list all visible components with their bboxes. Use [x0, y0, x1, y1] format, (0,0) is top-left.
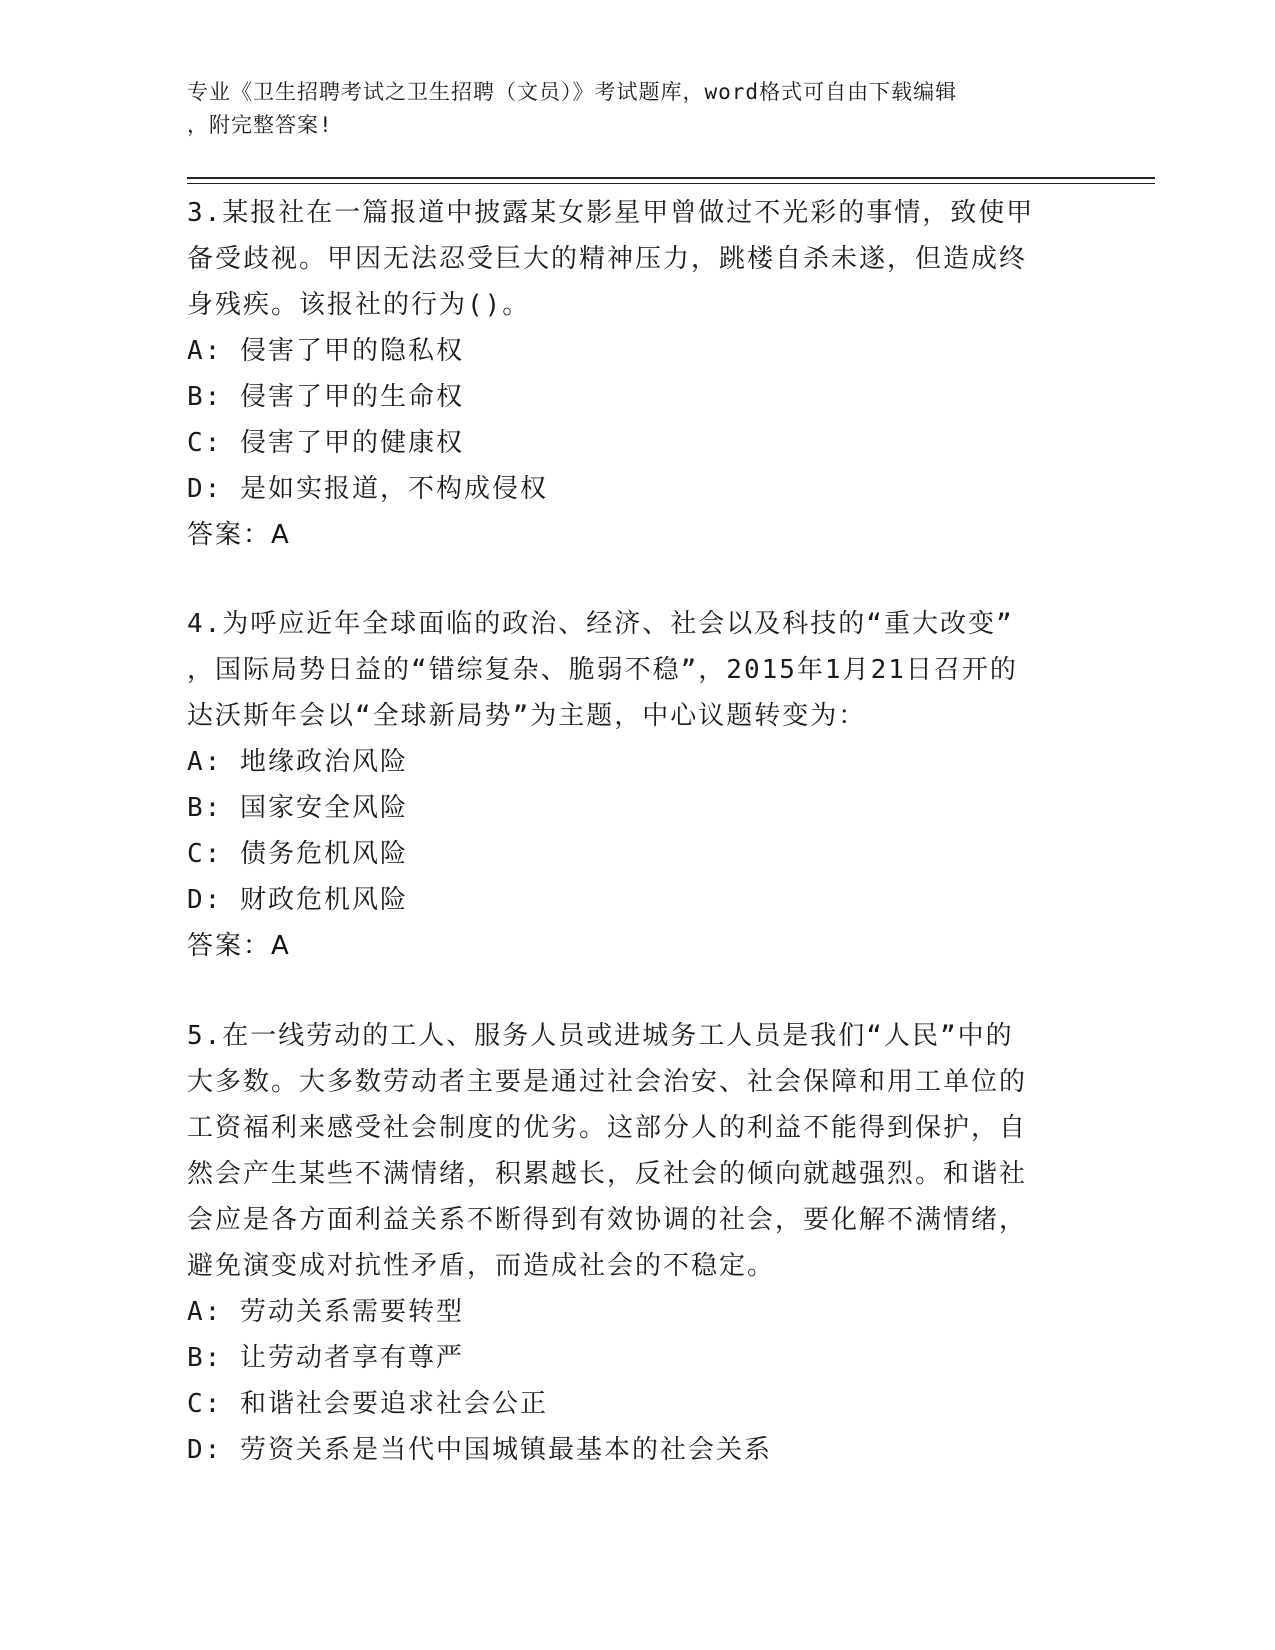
question-stem-line: 工资福利来感受社会制度的优劣。这部分人的利益不能得到保护，自	[187, 1113, 1028, 1143]
header-line-1: 专业《卫生招聘考试之卫生招聘（文员）》考试题库，word格式可自由下载编辑	[187, 80, 958, 104]
option-c: C: 债务危机风险	[187, 839, 408, 869]
document-header	[187, 76, 1067, 142]
answer: 答案：A	[187, 931, 291, 961]
question-3	[187, 190, 1087, 558]
option-c: C: 侵害了甲的健康权	[187, 428, 464, 458]
option-a: A: 侵害了甲的隐私权	[187, 336, 464, 366]
option-d: D: 是如实报道，不构成侵权	[187, 474, 548, 504]
question-stem-line: 备受歧视。甲因无法忍受巨大的精神压力，跳楼自杀未遂，但造成终	[187, 244, 1028, 274]
question-5	[187, 1013, 1087, 1473]
question-4	[187, 601, 1087, 969]
option-c: C: 和谐社会要追求社会公正	[187, 1389, 548, 1419]
question-stem-line: 5.在一线劳动的工人、服务人员或进城务工人员是我们“人民”中的	[187, 1021, 1014, 1051]
option-d: D: 财政危机风险	[187, 885, 408, 915]
option-d: D: 劳资关系是当代中国城镇最基本的社会关系	[187, 1435, 772, 1465]
question-stem-line: ，国际局势日益的“错综复杂、脆弱不稳”，2015年1月21日召开的	[187, 655, 1018, 685]
option-a: A: 地缘政治风险	[187, 747, 408, 777]
question-stem-line: 达沃斯年会以“全球新局势”为主题，中心议题转变为：	[187, 701, 867, 731]
option-b: B: 让劳动者享有尊严	[187, 1343, 464, 1373]
option-a: A: 劳动关系需要转型	[187, 1297, 464, 1327]
question-stem-line: 身残疾。该报社的行为()。	[187, 290, 531, 320]
question-stem-line: 大多数。大多数劳动者主要是通过社会治安、社会保障和用工单位的	[187, 1067, 1028, 1097]
answer: 答案：A	[187, 520, 291, 550]
question-stem-line: 避免演变成对抗性矛盾，而造成社会的不稳定。	[187, 1251, 776, 1281]
header-divider-thick	[187, 177, 1155, 179]
header-divider-thin	[187, 183, 1155, 184]
question-stem-line: 3.某报社在一篇报道中披露某女影星甲曾做过不光彩的事情，致使甲	[187, 198, 1035, 228]
option-b: B: 国家安全风险	[187, 793, 408, 823]
question-stem-line: 然会产生某些不满情绪，积累越长，反社会的倾向就越强烈。和谐社	[187, 1159, 1028, 1189]
question-stem-line: 4.为呼应近年全球面临的政治、经济、社会以及科技的“重大改变”	[187, 609, 1014, 639]
header-line-2: ，附完整答案!	[187, 113, 333, 137]
question-stem-line: 会应是各方面利益关系不断得到有效协调的社会，要化解不满情绪，	[187, 1205, 1028, 1235]
option-b: B: 侵害了甲的生命权	[187, 382, 464, 412]
